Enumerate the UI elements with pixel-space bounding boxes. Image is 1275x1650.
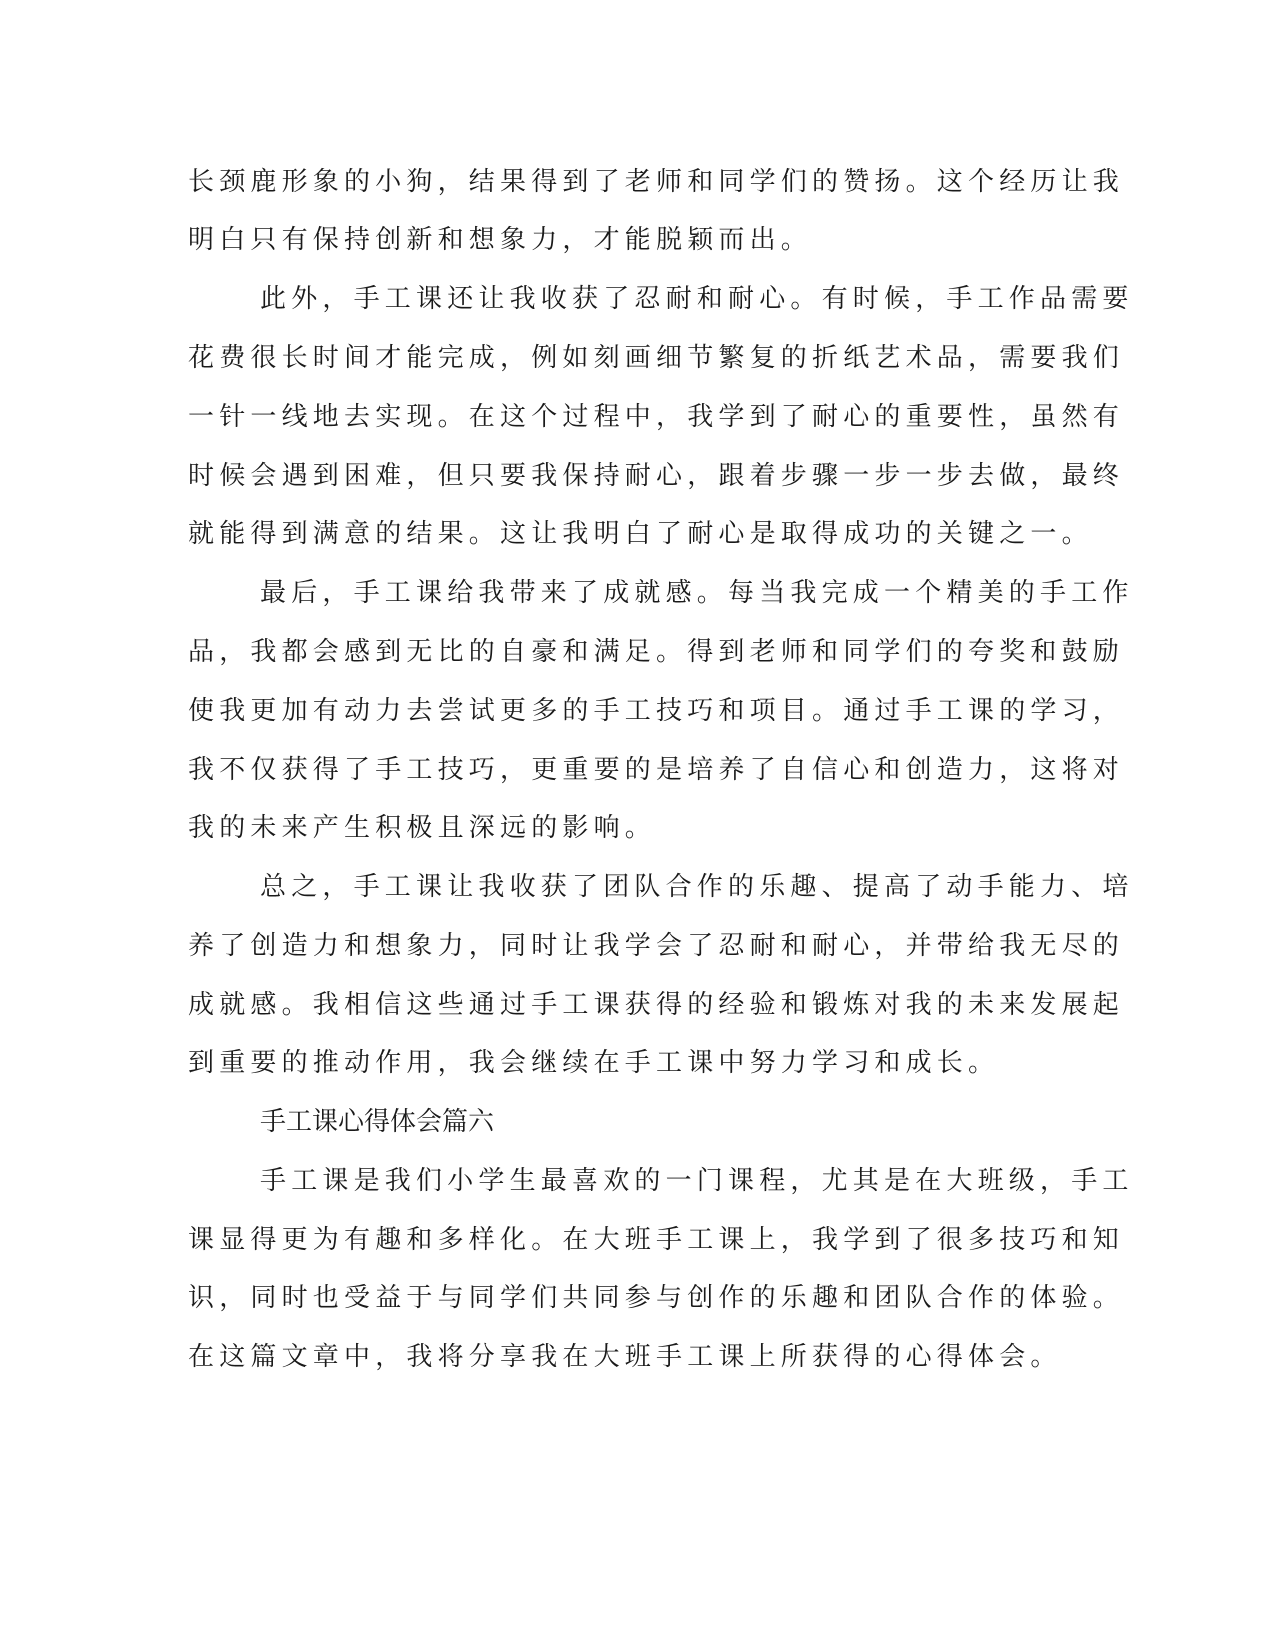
- section-heading: 手工课心得体会篇六: [260, 1107, 495, 1137]
- paragraph-line: 此外，手工课还让我收获了忍耐和耐心。有时候，手工作品需要: [260, 284, 1134, 314]
- paragraph-line: 在这篇文章中，我将分享我在大班手工课上所获得的心得体会。: [188, 1342, 1062, 1372]
- paragraph-line: 课显得更为有趣和多样化。在大班手工课上，我学到了很多技巧和知: [188, 1225, 1125, 1255]
- paragraph-line: 识，同时也受益于与同学们共同参与创作的乐趣和团队合作的体验。: [188, 1283, 1125, 1313]
- paragraph-line: 手工课是我们小学生最喜欢的一门课程，尤其是在大班级，手工: [260, 1166, 1134, 1196]
- paragraph-line: 花费很长时间才能完成，例如刻画细节繁复的折纸艺术品，需要我们: [188, 343, 1125, 373]
- paragraph-line: 到重要的推动作用，我会继续在手工课中努力学习和成长。: [188, 1048, 1000, 1078]
- paragraph-line: 时候会遇到困难，但只要我保持耐心，跟着步骤一步一步去做，最终: [188, 461, 1125, 491]
- paragraph-line: 一针一线地去实现。在这个过程中，我学到了耐心的重要性，虽然有: [188, 402, 1125, 432]
- paragraph-line: 使我更加有动力去尝试更多的手工技巧和项目。通过手工课的学习，: [188, 696, 1125, 726]
- paragraph-line: 品，我都会感到无比的自豪和满足。得到老师和同学们的夸奖和鼓励: [188, 637, 1125, 667]
- paragraph-line: 明白只有保持创新和想象力，才能脱颖而出。: [188, 225, 813, 255]
- paragraph-line: 我不仅获得了手工技巧，更重要的是培养了自信心和创造力，这将对: [188, 755, 1125, 785]
- paragraph-line: 最后，手工课给我带来了成就感。每当我完成一个精美的手工作: [260, 578, 1134, 608]
- paragraph-line: 我的未来产生积极且深远的影响。: [188, 813, 657, 843]
- paragraph-line: 就能得到满意的结果。这让我明白了耐心是取得成功的关键之一。: [188, 519, 1093, 549]
- paragraph-line: 长颈鹿形象的小狗，结果得到了老师和同学们的赞扬。这个经历让我: [188, 167, 1125, 197]
- paragraph-line: 成就感。我相信这些通过手工课获得的经验和锻炼对我的未来发展起: [188, 990, 1125, 1020]
- paragraph-line: 养了创造力和想象力，同时让我学会了忍耐和耐心，并带给我无尽的: [188, 931, 1125, 961]
- paragraph-line: 总之，手工课让我收获了团队合作的乐趣、提高了动手能力、培: [260, 872, 1134, 902]
